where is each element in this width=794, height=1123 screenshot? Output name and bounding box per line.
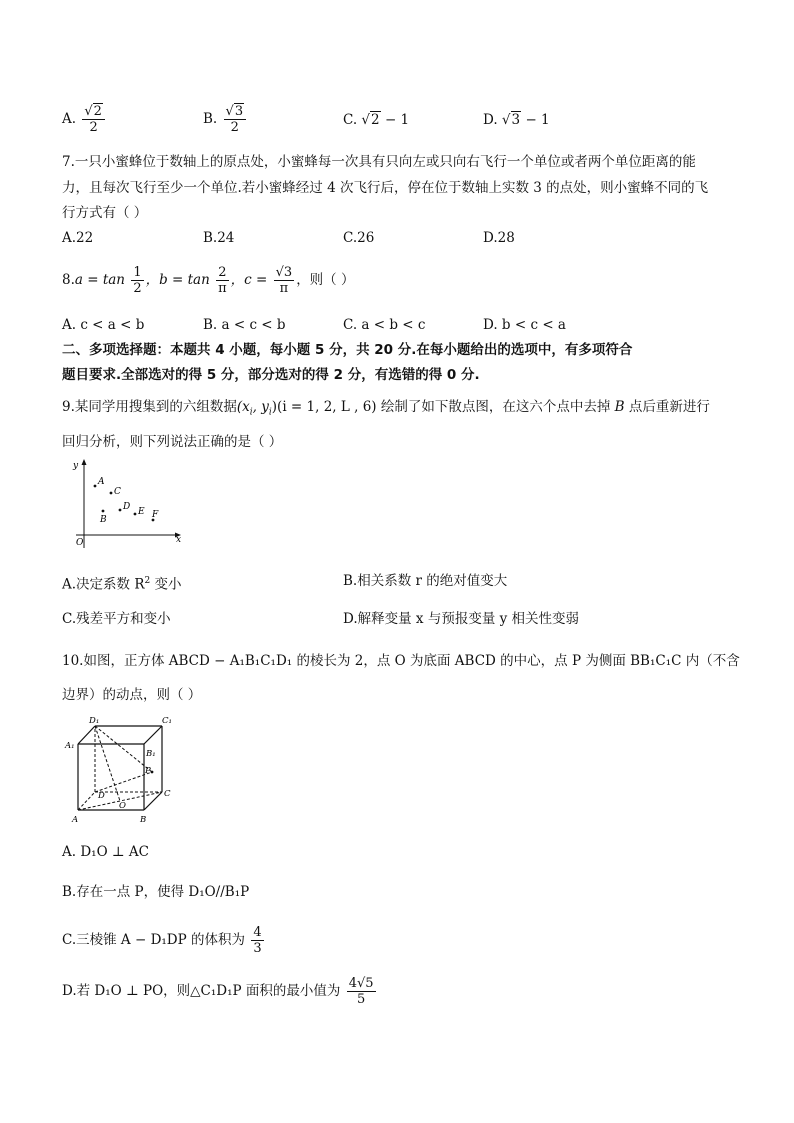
q9-option-a[interactable]: A.决定系数 $R^2$ 变小 <box>62 576 182 593</box>
q6-option-c[interactable]: C. √2 − 1 <box>343 112 410 128</box>
q10-option-a[interactable]: A. D₁O ⊥ AC <box>62 844 149 860</box>
point-d-label: D <box>123 502 131 512</box>
label-b1: B₁ <box>146 749 156 759</box>
q10-cube-figure <box>62 712 188 828</box>
q8-option-d[interactable]: D. b < c < a <box>483 317 566 333</box>
point-f-label: F <box>152 510 159 520</box>
segment-d1-o <box>95 726 120 801</box>
q7-option-d[interactable]: D.28 <box>483 230 515 246</box>
q8-option-a[interactable]: A. c < a < b <box>62 317 145 333</box>
edge-d1-a1 <box>78 726 95 744</box>
q10-option-d[interactable]: D.若 D₁O ⊥ PO，则△C₁D₁P 面积的最小值为 $\frac{4√5}{5}$ <box>62 976 374 1007</box>
point-e <box>134 513 137 516</box>
q10-line1: 10.如图，正方体 ABCD − A₁B₁C₁D₁ 的棱长为 2，点 O 为底面 ABCD 的中心，点 P 为侧面 BB₁C₁C 内（不含 <box>62 653 740 669</box>
label-d1: D₁ <box>89 716 100 726</box>
label-c1: C₁ <box>162 716 172 726</box>
q8-stem: 8.a = tan $\frac{1}{2}$ ，b = tan $\frac{2}{\pi}$ ，c = $\frac{√3}{\pi}$ ，则（ ） <box>62 265 355 296</box>
q8-option-b[interactable]: B. a < c < b <box>203 317 286 333</box>
q7-option-b[interactable]: B.24 <box>203 230 235 246</box>
point-a <box>94 485 97 488</box>
q9-option-c[interactable]: C.残差平方和变小 <box>62 611 171 627</box>
label-c: C <box>164 789 171 799</box>
edge-a-d <box>78 792 95 810</box>
y-axis-arrow <box>82 459 87 465</box>
point-c-label: C <box>114 487 121 497</box>
q6-option-b[interactable]: B. $\frac{√3}{2}$ <box>203 104 248 135</box>
section2-heading-line2: 题目要求.全部选对的得 5 分，部分选对的得 2 分，有选错的得 0 分. <box>62 367 480 383</box>
section2-heading-line1: 二、多项选择题：本题共 4 小题，每小题 5 分，共 20 分.在每小题给出的选项中，有多项符合 <box>62 342 633 358</box>
point-a-label: A <box>98 477 105 487</box>
y-axis-label: y <box>73 461 79 471</box>
q10-option-b[interactable]: B.存在一点 P，使得 D₁O//B₁P <box>62 884 250 900</box>
edge-b-c <box>144 792 162 810</box>
q9-option-d[interactable]: D.解释变量 x 与预报变量 y 相关性变弱 <box>343 611 580 627</box>
origin-label: O <box>76 538 84 548</box>
x-axis-label: x <box>176 535 182 545</box>
point-p <box>151 771 154 774</box>
q7-line1: 7.一只小蜜蜂位于数轴上的原点处，小蜜蜂每一次具有只向左或只向右飞行一个单位或者两个单位距离的能 <box>62 154 696 170</box>
point-d <box>119 509 122 512</box>
q9-line1: 9.某同学用搜集到的六组数据($x_i$, $y_i)(i = 1$, 2, L , 6) 绘制了如下散点图，在这六个点中去掉 B 点后重新进行 <box>62 399 710 418</box>
label-d: D <box>98 791 105 801</box>
point-e-label: E <box>138 507 145 517</box>
q9-scatter-plot <box>66 456 186 552</box>
q7-option-c[interactable]: C.26 <box>343 230 375 246</box>
q9-option-b[interactable]: B.相关系数 r 的绝对值变大 <box>343 573 508 589</box>
q7-line3: 行方式有（ ） <box>62 205 148 221</box>
q7-option-a[interactable]: A.22 <box>62 230 94 246</box>
edge-b1-c1 <box>144 726 162 744</box>
label-b: B <box>140 815 147 825</box>
label-p: P <box>145 766 151 776</box>
point-b <box>102 510 105 513</box>
point-b-label: B <box>100 515 107 525</box>
q6-option-a[interactable]: A. $\frac{√2}{2}$ <box>62 104 107 135</box>
label-a: A <box>72 815 79 825</box>
q9-line2: 回归分析，则下列说法正确的是（ ） <box>62 434 283 450</box>
q6-option-d[interactable]: D. √3 − 1 <box>483 112 550 128</box>
q8-option-c[interactable]: C. a < b < c <box>343 317 426 333</box>
q10-option-c[interactable]: C.三棱锥 A − D₁DP 的体积为 $\frac{4}{3}$ <box>62 925 262 956</box>
point-c <box>110 492 113 495</box>
q7-line2: 力，且每次飞行至少一个单位.若小蜜蜂经过 4 次飞行后，停在位于数轴上实数 3 的点处，则小蜜蜂不同的飞 <box>62 180 709 196</box>
label-a1: A₁ <box>65 741 75 751</box>
q10-line2: 边界）的动点，则（ ） <box>62 687 202 703</box>
label-o: O <box>119 801 126 811</box>
